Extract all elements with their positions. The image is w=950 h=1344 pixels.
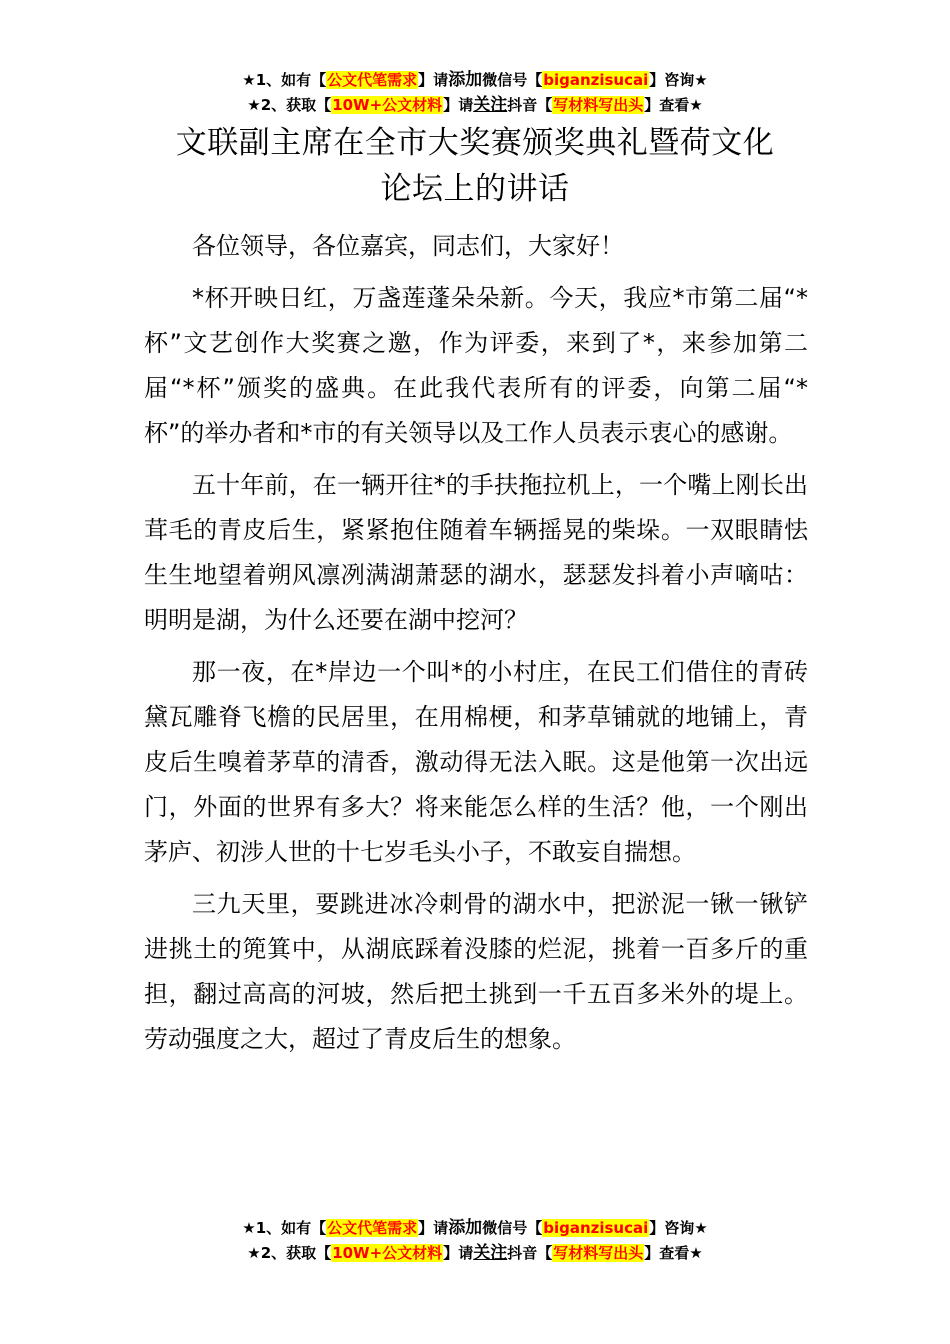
paragraph: 各位领导，各位嘉宾，同志们，大家好！: [192, 232, 624, 260]
promo-highlight: 公文代笔需求: [327, 1219, 418, 1237]
promo-text: ★1、如有【: [242, 71, 327, 89]
promo-emphasis: 添加: [448, 70, 483, 90]
promo-line-2: [0, 1241, 950, 1266]
document-body: [144, 224, 808, 1069]
promo-text: 】请: [443, 96, 474, 114]
promo-highlight: 10W+公文材料: [332, 96, 443, 114]
title-line-1: 文联副主席在全市大奖赛颁奖典礼暨荷文化: [175, 125, 775, 161]
paragraph: 那一夜，在*岸边一个叫*的小村庄，在民工们借住的青砖黛瓦雕脊飞檐的民居里，在用棉梗，和茅草铺就的地铺上，青皮后生嗅着茅草的清香，激动得无法入眠。这是他第一次出远门，外面的世界有多大？将来能怎么样的生活？他，一个刚出茅庐、初涉人世的十七岁毛头小子，不敢妄自揣想。: [144, 658, 808, 866]
promo-text: 】咨询★: [649, 71, 708, 89]
promo-emphasis: 关注: [473, 95, 508, 115]
promo-text: ★2、获取【: [247, 1244, 332, 1262]
paragraph: *杯开映日红，万盏莲蓬朵朵新。今天，我应*市第二届“*杯”文艺创作大奖赛之邀，作为评委，来到了*，来参加第二届“*杯”颁奖的盛典。在此我代表所有的评委，向第二届“*杯”的举办者和*市的有关领导以及工作人员表示衷心的感谢。: [144, 284, 808, 447]
promo-highlight: 公文代笔需求: [327, 71, 418, 89]
promo-text: 】查看★: [644, 96, 703, 114]
promo-text: ★1、如有【: [242, 1219, 327, 1237]
promo-banner-top: [0, 68, 950, 118]
promo-text: 微信号【: [482, 1219, 543, 1237]
promo-text: ★2、获取【: [247, 96, 332, 114]
promo-text: 抖音【: [507, 96, 553, 114]
promo-text: 】查看★: [644, 1244, 703, 1262]
promo-text: 】请: [418, 71, 449, 89]
promo-highlight: 10W+公文材料: [332, 1244, 443, 1262]
paragraph: 五十年前，在一辆开往*的手扶拖拉机上，一个嘴上刚长出茸毛的青皮后生，紧紧抱住随着车辆摇晃的柴垛。一双眼睛怯生生地望着朔风凛冽满湖萧瑟的湖水，瑟瑟发抖着小声嘀咕：明明是湖，为什么还要在湖中挖河？: [144, 471, 808, 634]
promo-text: 】请: [418, 1219, 449, 1237]
promo-emphasis: 添加: [448, 1218, 483, 1238]
wechat-id-highlight: biganzisucai: [543, 71, 649, 89]
promo-line-1: [0, 1216, 950, 1241]
promo-text: 】咨询★: [649, 1219, 708, 1237]
promo-line-2: [0, 93, 950, 118]
promo-text: 抖音【: [507, 1244, 553, 1262]
promo-line-1: [0, 68, 950, 93]
douyin-id-highlight: 写材料写出头: [553, 96, 644, 114]
document-title: [140, 120, 810, 212]
promo-text: 】请: [443, 1244, 474, 1262]
wechat-id-highlight: biganzisucai: [543, 1219, 649, 1237]
promo-emphasis: 关注: [473, 1243, 508, 1263]
promo-banner-bottom: [0, 1216, 950, 1266]
douyin-id-highlight: 写材料写出头: [553, 1244, 644, 1262]
paragraph: 三九天里，要跳进冰冷刺骨的湖水中，把淤泥一锹一锹铲进挑土的篼箕中，从湖底踩着没膝的烂泥，挑着一百多斤的重担，翻过高高的河坡，然后把土挑到一千五百多米外的堤上。劳动强度之大，超过了青皮后生的想象。: [144, 890, 808, 1053]
promo-text: 微信号【: [482, 71, 543, 89]
title-line-2: 论坛上的讲话: [380, 171, 570, 207]
